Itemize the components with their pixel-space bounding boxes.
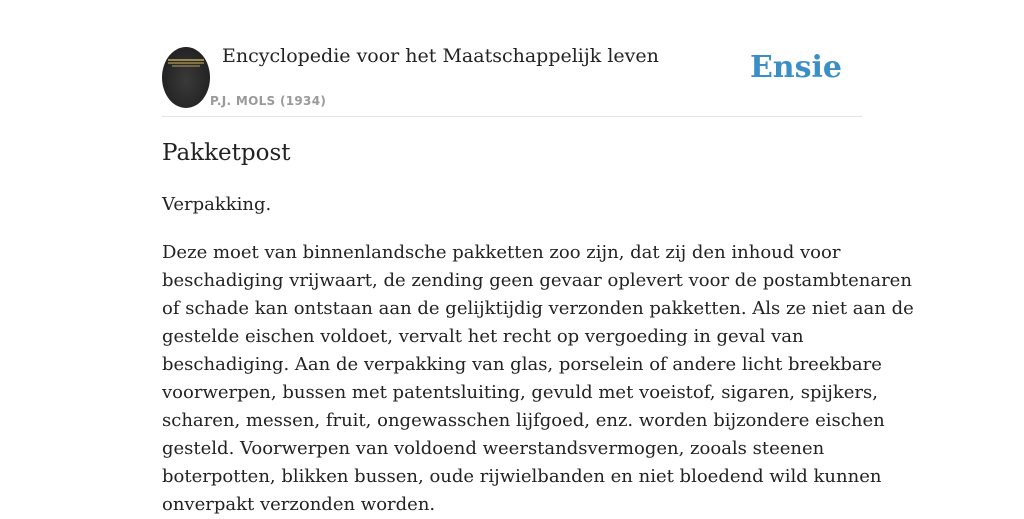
body-line: Deze moet van binnenlandsche pakketten zoo zijn, dat zij den inhoud voor [162,242,841,263]
source-header [162,0,862,117]
source-author: P.J. MOLS (1934) [210,94,327,108]
cover-decoration [172,65,200,67]
body-line: beschadiging vrijwaart, de zending geen gevaar oplevert voor de postambtenaren [162,270,912,291]
cover-decoration [168,62,204,64]
cover-decoration [168,59,204,61]
body-line: of schade kan ontstaan aan de gelijktijdig verzonden pakketten. Als ze niet aan de [162,298,914,319]
page [162,0,914,515]
body-line: onverpakt verzonden worden. [162,494,436,515]
article-body [162,239,914,519]
body-line: gestelde eischen voldoet, vervalt het recht op vergoeding in geval van [162,326,804,347]
article-title: Pakketpost [162,140,291,166]
article-subtitle: Verpakking. [162,194,272,215]
body-line: gesteld. Voorwerpen van voldoend weerstandsvermogen, zooals steenen [162,438,825,459]
body-line: scharen, messen, fruit, ongewasschen lijfgoed, enz. worden bijzondere eischen [162,410,885,431]
brand-logo-link[interactable]: Ensie [749,50,842,85]
body-line: beschadiging. Aan de verpakking van glas, porselein of andere licht breekbare [162,354,882,375]
body-line: voorwerpen, bussen met patentsluiting, gevuld met voeistof, sigaren, spijkers, [162,382,878,403]
source-title[interactable]: Encyclopedie voor het Maatschappelijk leven [222,45,659,67]
body-line: boterpotten, blikken bussen, oude rijwielbanden en niet bloedend wild kunnen [162,466,882,487]
book-cover-image[interactable] [162,47,210,108]
